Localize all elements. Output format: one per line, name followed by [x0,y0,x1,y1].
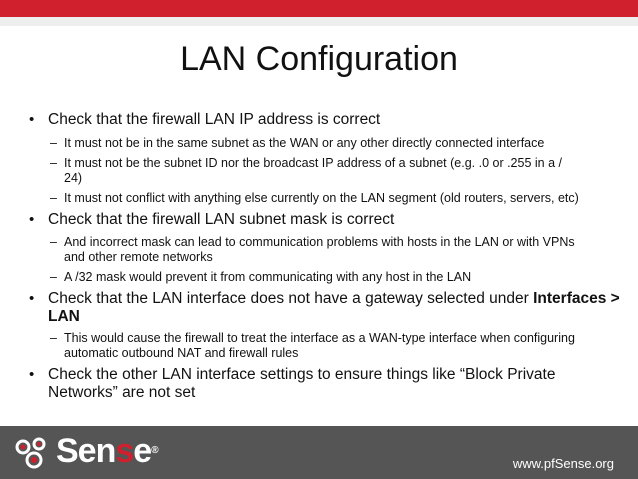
bullet-text: Check the other LAN interface settings to ensure things like “Block Private [48,366,556,383]
slide-title: LAN Configuration [180,40,458,78]
bullet-mark: • [29,290,35,307]
logo-text-prefix: Sen [56,432,116,470]
sub-text: It must not be in the same subnet as the WAN or any other directly connected interface [64,136,545,150]
sub-text: and other remote networks [64,250,213,264]
top-accent-bar [0,0,638,17]
footer-url: www.pfSense.org [512,456,614,471]
sub-mark: – [50,136,57,150]
bullet-other-settings-continued [48,384,195,402]
logo-text-suffix: e [133,432,152,470]
bullet-mark: • [29,211,35,228]
sub-item [50,331,575,346]
sub-item-continued [64,171,82,186]
bullet-subnet-mask [29,211,395,229]
sub-mark: – [50,331,57,345]
sub-item [50,191,579,206]
sub-item [50,270,472,285]
bullet-text: Check that the firewall LAN IP address is correct [48,111,381,128]
menu-path-interfaces: Interfaces > [533,290,620,307]
sub-text: automatic outbound NAT and firewall rules [64,346,299,360]
bullet-mark: • [29,111,35,128]
sub-item [50,156,562,171]
sub-mark: – [50,191,57,205]
menu-path-lan: LAN [48,308,80,325]
registered-mark: ® [151,445,158,456]
bullet-mark: • [29,366,35,383]
pfsense-logo-text [56,430,158,472]
bullet-text: Check that the LAN interface does not have a gateway selected under [48,290,534,307]
sub-mark: – [50,156,57,170]
sub-text: This would cause the firewall to treat the interface as a WAN-type interface when configuring [64,331,575,345]
bullet-other-settings [29,366,556,384]
sub-text: 24) [64,171,83,185]
sub-text: It must not conflict with anything else currently on the LAN segment (old routers, servers, etc) [64,191,579,205]
bullet-gateway [29,290,620,308]
sub-text: And incorrect mask can lead to communication problems with hosts in the LAN or with VPNs [64,235,575,249]
bullet-text: Check that the firewall LAN subnet mask is correct [48,211,395,228]
sub-text: It must not be the subnet ID nor the broadcast IP address of a subnet (e.g. .0 or .255 in a / [64,156,562,170]
bullet-text: Networks” are not set [48,384,196,401]
bullet-lan-ip [29,111,381,129]
bullet-gateway-continued [48,308,80,326]
sub-item [50,235,575,250]
top-gray-band [0,17,638,26]
sub-item-continued [64,250,213,265]
sub-mark: – [50,235,57,249]
sub-mark: – [50,270,57,284]
sub-item [50,136,545,151]
sub-text: A /32 mask would prevent it from communicating with any host in the LAN [64,270,472,284]
logo-text-highlight: s [115,432,134,470]
sub-item-continued [64,346,298,361]
